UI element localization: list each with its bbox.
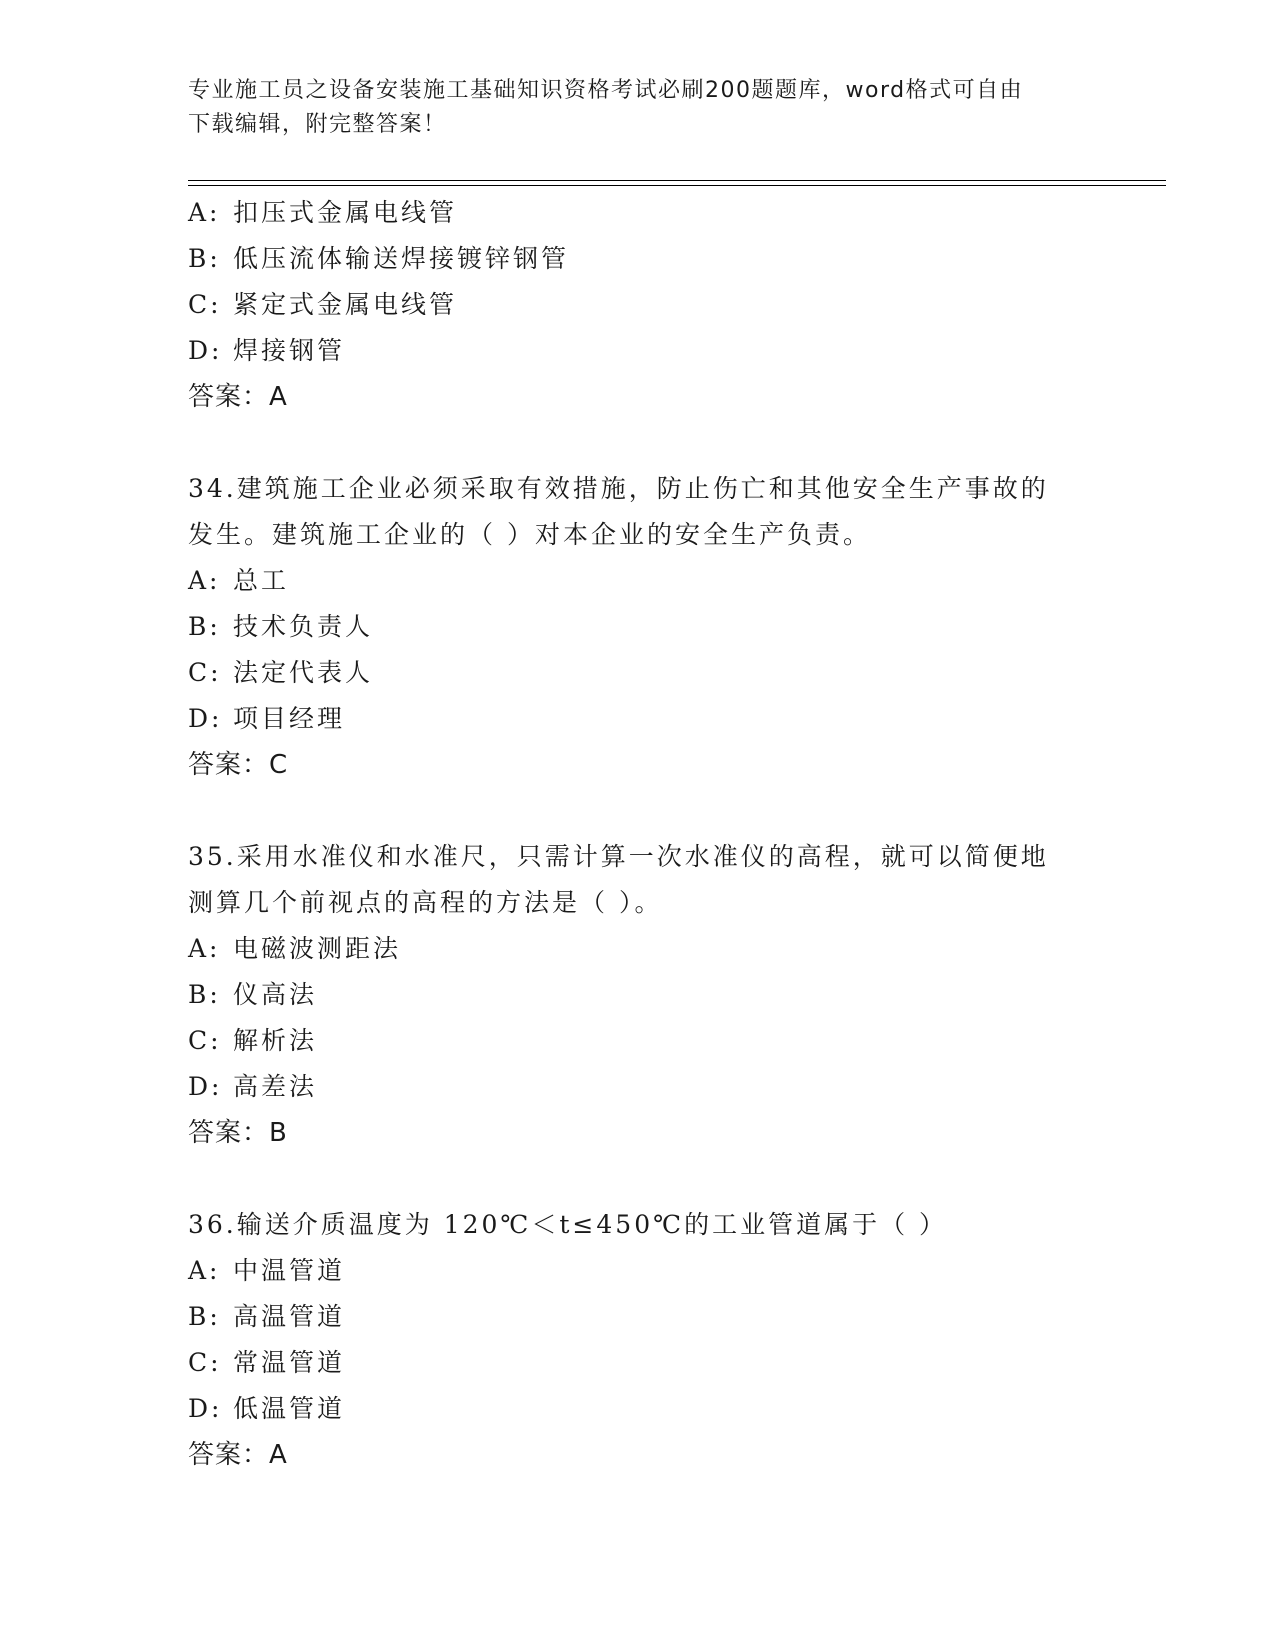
option-c: C: 紧定式金属电线管 — [188, 290, 458, 319]
option-b: B: 高温管道 — [188, 1302, 346, 1331]
question-block-34 — [188, 466, 1088, 788]
header-line-2: 下载编辑，附完整答案！ — [188, 112, 447, 137]
option-a: A: 扣压式金属电线管 — [188, 198, 458, 227]
option-b: B: 仪高法 — [188, 980, 318, 1009]
question-block-36 — [188, 1202, 1088, 1478]
option-c: C: 常温管道 — [188, 1348, 346, 1377]
option-d: D: 高差法 — [188, 1072, 318, 1101]
question-block-33 — [188, 190, 1088, 420]
question-text-line-2: 测算几个前视点的高程的方法是（ ）。 — [188, 888, 663, 917]
option-a: A: 电磁波测距法 — [188, 934, 402, 963]
option-b: B: 低压流体输送焊接镀锌钢管 — [188, 244, 570, 273]
question-text-line-1: 35.采用水准仪和水准尺，只需计算一次水准仪的高程，就可以简便地 — [188, 842, 1049, 871]
option-b: B: 技术负责人 — [188, 612, 374, 641]
header-divider-bottom — [188, 185, 1166, 186]
option-a: A: 中温管道 — [188, 1256, 346, 1285]
question-text-line-1: 36.输送介质温度为 120℃＜t≤450℃的工业管道属于（ ） — [188, 1210, 948, 1239]
question-text-line-2: 发生。建筑施工企业的（ ）对本企业的安全生产负责。 — [188, 520, 871, 549]
answer-line: 答案：A — [188, 382, 288, 412]
question-list — [188, 190, 1088, 1478]
option-a: A: 总工 — [188, 566, 290, 595]
question-block-35 — [188, 834, 1088, 1156]
header-line-1: 专业施工员之设备安装施工基础知识资格考试必刷200题题库，word格式可自由 — [188, 78, 1024, 103]
option-d: D: 低温管道 — [188, 1394, 346, 1423]
document-header — [188, 74, 1088, 142]
option-c: C: 法定代表人 — [188, 658, 374, 687]
option-d: D: 焊接钢管 — [188, 336, 346, 365]
answer-line: 答案：B — [188, 1118, 288, 1148]
answer-line: 答案：A — [188, 1440, 288, 1470]
answer-line: 答案：C — [188, 750, 289, 780]
question-text-line-1: 34.建筑施工企业必须采取有效措施，防止伤亡和其他安全生产事故的 — [188, 474, 1049, 503]
option-c: C: 解析法 — [188, 1026, 318, 1055]
header-divider-top — [188, 180, 1166, 181]
option-d: D: 项目经理 — [188, 704, 346, 733]
